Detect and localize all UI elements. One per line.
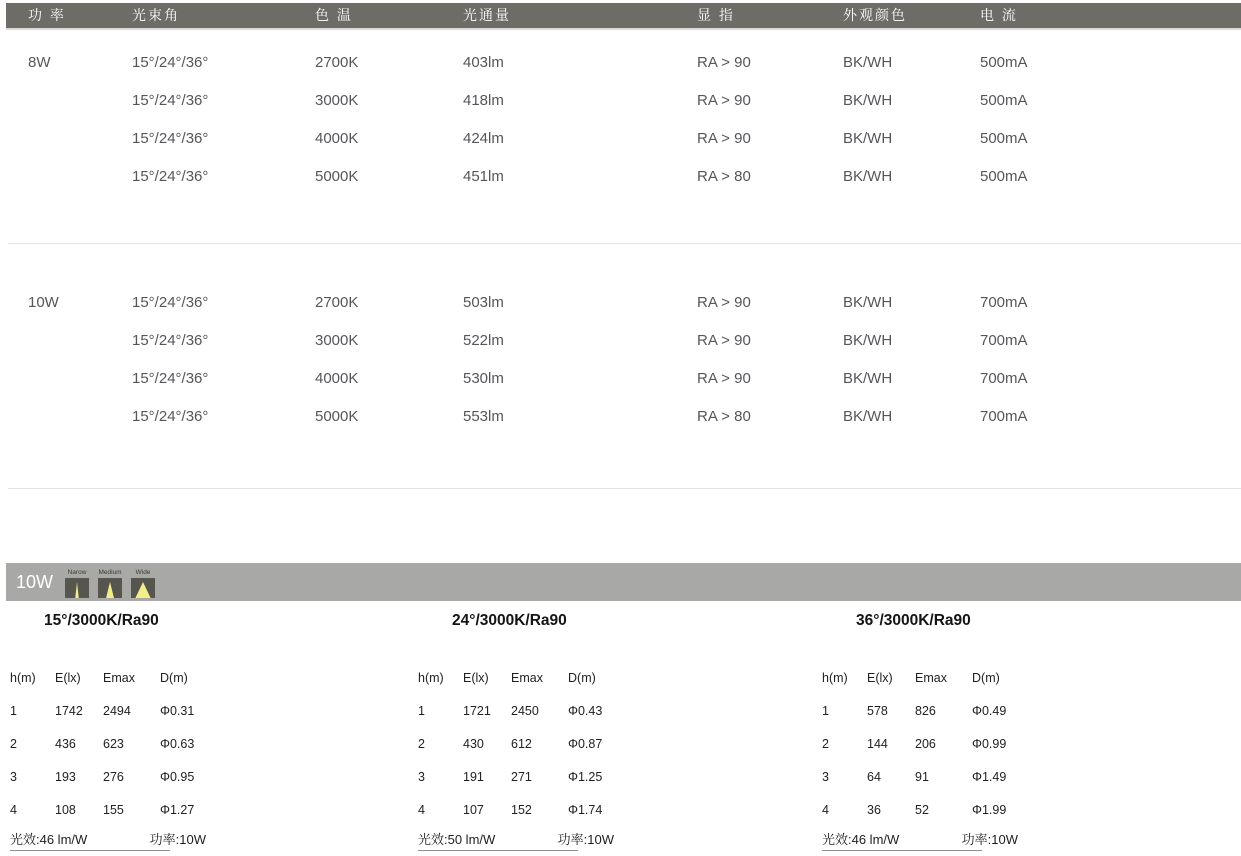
photometry-row bbox=[418, 701, 718, 734]
pcell: 1 bbox=[418, 704, 425, 718]
pcell: 578 bbox=[867, 704, 888, 718]
pcell: 430 bbox=[463, 737, 484, 751]
pcell: 1721 bbox=[463, 704, 491, 718]
photometry-row bbox=[418, 800, 718, 833]
beam-wide-label: Wide bbox=[135, 569, 151, 576]
cell-current: 700mA bbox=[980, 370, 1028, 387]
photometry-footer bbox=[418, 831, 614, 855]
column-header-lumen: 光通量 bbox=[463, 7, 511, 23]
beam-option-narrow bbox=[65, 569, 89, 601]
pcell: 91 bbox=[915, 770, 929, 784]
cell-lumen: 522lm bbox=[463, 332, 504, 349]
cell-power: 8W bbox=[28, 54, 51, 71]
cell-power bbox=[0, 120, 132, 158]
column-header-finish-color: 外观颜色 bbox=[843, 7, 907, 23]
photometry-row bbox=[822, 800, 1122, 833]
section-divider bbox=[8, 488, 1241, 489]
cell-beam-angle: 15°/24°/36° bbox=[132, 294, 209, 311]
table-row bbox=[0, 120, 1241, 158]
cell-current: 700mA bbox=[980, 408, 1028, 425]
pcell: 1 bbox=[822, 704, 829, 718]
cell-finish: BK/WH bbox=[843, 130, 893, 147]
cell-power bbox=[0, 360, 132, 398]
beam-narrow-icon bbox=[65, 578, 89, 598]
cell-current: 500mA bbox=[980, 130, 1028, 147]
cell-lumen: 503lm bbox=[463, 294, 504, 311]
cell-finish: BK/WH bbox=[843, 332, 893, 349]
ph-col-elx: E(lx) bbox=[55, 671, 81, 685]
ph-col-h: h(m) bbox=[822, 671, 848, 685]
pcell: 206 bbox=[915, 737, 936, 751]
cell-beam-angle: 15°/24°/36° bbox=[132, 168, 209, 185]
photometry-title: 15°/3000K/Ra90 bbox=[44, 612, 159, 629]
pcell: 107 bbox=[463, 803, 484, 817]
cell-current: 500mA bbox=[980, 168, 1028, 185]
cell-finish: BK/WH bbox=[843, 92, 893, 109]
pcell: 4 bbox=[10, 803, 17, 817]
cell-finish: BK/WH bbox=[843, 54, 893, 71]
table-row bbox=[0, 44, 1241, 82]
pcell: 64 bbox=[867, 770, 881, 784]
photometry-row bbox=[10, 767, 310, 800]
pcell: 3 bbox=[10, 770, 17, 784]
cell-beam-angle: 15°/24°/36° bbox=[132, 370, 209, 387]
footer-underline bbox=[10, 850, 170, 851]
beam-option-medium bbox=[98, 569, 122, 601]
table-row bbox=[0, 158, 1241, 196]
ph-col-h: h(m) bbox=[10, 671, 36, 685]
cell-power: 10W bbox=[28, 294, 59, 311]
pcell: Φ1.74 bbox=[568, 803, 603, 817]
cell-beam-angle: 15°/24°/36° bbox=[132, 92, 209, 109]
beam-narrow-label: Narow bbox=[67, 569, 87, 576]
pcell: 4 bbox=[418, 803, 425, 817]
ph-col-d: D(m) bbox=[568, 671, 596, 685]
column-header-cct: 色 温 bbox=[315, 7, 353, 23]
table-row bbox=[0, 284, 1241, 322]
photometry-table-36deg bbox=[822, 612, 1122, 855]
pcell: 36 bbox=[867, 803, 881, 817]
footer-underline bbox=[418, 850, 578, 851]
cell-cct: 3000K bbox=[315, 92, 359, 109]
photometry-footer bbox=[10, 831, 206, 855]
cell-cct: 3000K bbox=[315, 332, 359, 349]
wattage-banner bbox=[6, 563, 1241, 601]
cell-current: 700mA bbox=[980, 294, 1028, 311]
cell-power bbox=[0, 158, 132, 196]
efficacy-value: 光效:46 lm/W bbox=[822, 832, 900, 847]
cell-beam-angle: 15°/24°/36° bbox=[132, 130, 209, 147]
cell-cct: 5000K bbox=[315, 168, 359, 185]
pcell: 191 bbox=[463, 770, 484, 784]
pcell: 1742 bbox=[55, 704, 83, 718]
pcell: 826 bbox=[915, 704, 936, 718]
ph-col-emax: Emax bbox=[915, 671, 947, 685]
cell-cri: RA > 80 bbox=[697, 168, 751, 185]
beam-wide-icon bbox=[131, 578, 155, 598]
pcell: 2 bbox=[822, 737, 829, 751]
pcell: Φ0.95 bbox=[160, 770, 195, 784]
efficacy-value: 光效:50 lm/W bbox=[418, 832, 496, 847]
cell-lumen: 553lm bbox=[463, 408, 504, 425]
spec-table-header bbox=[6, 3, 1241, 30]
cell-power bbox=[0, 398, 132, 436]
pcell: 623 bbox=[103, 737, 124, 751]
column-header-beam-angle: 光束角 bbox=[132, 7, 180, 23]
photometry-footer bbox=[822, 831, 1018, 855]
ph-col-h: h(m) bbox=[418, 671, 444, 685]
beam-medium-label: Medium bbox=[98, 569, 122, 576]
cell-beam-angle: 15°/24°/36° bbox=[132, 332, 209, 349]
cell-current: 700mA bbox=[980, 332, 1028, 349]
cell-lumen: 424lm bbox=[463, 130, 504, 147]
pcell: Φ1.49 bbox=[972, 770, 1007, 784]
ph-col-d: D(m) bbox=[160, 671, 188, 685]
photometry-header-row bbox=[10, 668, 310, 701]
photometry-row bbox=[418, 734, 718, 767]
cell-beam-angle: 15°/24°/36° bbox=[132, 54, 209, 71]
ph-col-elx: E(lx) bbox=[867, 671, 893, 685]
column-header-current: 电 流 bbox=[980, 7, 1018, 23]
cell-cri: RA > 80 bbox=[697, 408, 751, 425]
cell-lumen: 418lm bbox=[463, 92, 504, 109]
table-row bbox=[0, 82, 1241, 120]
cell-cct: 4000K bbox=[315, 130, 359, 147]
banner-wattage-label: 10W bbox=[16, 572, 54, 592]
spec-group-8w bbox=[0, 44, 1241, 196]
pcell: Φ0.63 bbox=[160, 737, 195, 751]
cell-cct: 4000K bbox=[315, 370, 359, 387]
cell-finish: BK/WH bbox=[843, 370, 893, 387]
photometry-table-24deg bbox=[418, 612, 718, 855]
cell-cri: RA > 90 bbox=[697, 370, 751, 387]
cell-cri: RA > 90 bbox=[697, 294, 751, 311]
pcell: 4 bbox=[822, 803, 829, 817]
pcell: Φ1.27 bbox=[160, 803, 195, 817]
pcell: 612 bbox=[511, 737, 532, 751]
pcell: Φ0.49 bbox=[972, 704, 1007, 718]
footer-underline bbox=[822, 850, 982, 851]
pcell: Φ1.99 bbox=[972, 803, 1007, 817]
ph-col-emax: Emax bbox=[103, 671, 135, 685]
photometry-row bbox=[10, 701, 310, 734]
column-header-cri: 显 指 bbox=[697, 7, 735, 23]
cell-cct: 2700K bbox=[315, 54, 359, 71]
pcell: Φ0.99 bbox=[972, 737, 1007, 751]
table-row bbox=[0, 360, 1241, 398]
ph-col-emax: Emax bbox=[511, 671, 543, 685]
cell-finish: BK/WH bbox=[843, 408, 893, 425]
photometry-header-row bbox=[822, 668, 1122, 701]
photometry-table-15deg bbox=[10, 612, 310, 855]
cell-power bbox=[0, 322, 132, 360]
pcell: 2 bbox=[418, 737, 425, 751]
cell-cri: RA > 90 bbox=[697, 130, 751, 147]
pcell: 276 bbox=[103, 770, 124, 784]
pcell: 144 bbox=[867, 737, 888, 751]
pcell: 2 bbox=[10, 737, 17, 751]
photometry-row bbox=[822, 767, 1122, 800]
cell-cri: RA > 90 bbox=[697, 54, 751, 71]
pcell: 193 bbox=[55, 770, 76, 784]
pcell: 2494 bbox=[103, 704, 131, 718]
cell-cct: 2700K bbox=[315, 294, 359, 311]
photometry-row bbox=[10, 800, 310, 833]
photometry-header-row bbox=[418, 668, 718, 701]
pcell: Φ1.25 bbox=[568, 770, 603, 784]
efficacy-value: 光效:46 lm/W bbox=[10, 832, 88, 847]
power-value: 功率:10W bbox=[149, 832, 206, 847]
pcell: 3 bbox=[418, 770, 425, 784]
pcell: 436 bbox=[55, 737, 76, 751]
pcell: 152 bbox=[511, 803, 532, 817]
beam-medium-icon bbox=[98, 578, 122, 598]
cell-current: 500mA bbox=[980, 54, 1028, 71]
cell-cri: RA > 90 bbox=[697, 92, 751, 109]
cell-beam-angle: 15°/24°/36° bbox=[132, 408, 209, 425]
pcell: Φ0.31 bbox=[160, 704, 195, 718]
pcell: 271 bbox=[511, 770, 532, 784]
cell-lumen: 530lm bbox=[463, 370, 504, 387]
ph-col-d: D(m) bbox=[972, 671, 1000, 685]
power-value: 功率:10W bbox=[557, 832, 614, 847]
photometry-row bbox=[10, 734, 310, 767]
column-header-power: 功 率 bbox=[28, 7, 66, 23]
cell-finish: BK/WH bbox=[843, 294, 893, 311]
section-divider bbox=[8, 243, 1241, 244]
cell-current: 500mA bbox=[980, 92, 1028, 109]
photometry-row bbox=[418, 767, 718, 800]
pcell: 3 bbox=[822, 770, 829, 784]
power-value: 功率:10W bbox=[961, 832, 1018, 847]
pcell: 1 bbox=[10, 704, 17, 718]
cell-cct: 5000K bbox=[315, 408, 359, 425]
ph-col-elx: E(lx) bbox=[463, 671, 489, 685]
pcell: 52 bbox=[915, 803, 929, 817]
spec-group-10w bbox=[0, 284, 1241, 436]
pcell: Φ0.43 bbox=[568, 704, 603, 718]
cell-lumen: 403lm bbox=[463, 54, 504, 71]
table-row bbox=[0, 398, 1241, 436]
pcell: 108 bbox=[55, 803, 76, 817]
pcell: 155 bbox=[103, 803, 124, 817]
cell-finish: BK/WH bbox=[843, 168, 893, 185]
cell-power bbox=[0, 82, 132, 120]
pcell: Φ0.87 bbox=[568, 737, 603, 751]
table-row bbox=[0, 322, 1241, 360]
pcell: 2450 bbox=[511, 704, 539, 718]
photometry-row bbox=[822, 734, 1122, 767]
beam-option-wide bbox=[131, 569, 155, 601]
photometry-title: 36°/3000K/Ra90 bbox=[856, 612, 971, 629]
cell-lumen: 451lm bbox=[463, 168, 504, 185]
cell-cri: RA > 90 bbox=[697, 332, 751, 349]
photometry-row bbox=[822, 701, 1122, 734]
photometry-title: 24°/3000K/Ra90 bbox=[452, 612, 567, 629]
